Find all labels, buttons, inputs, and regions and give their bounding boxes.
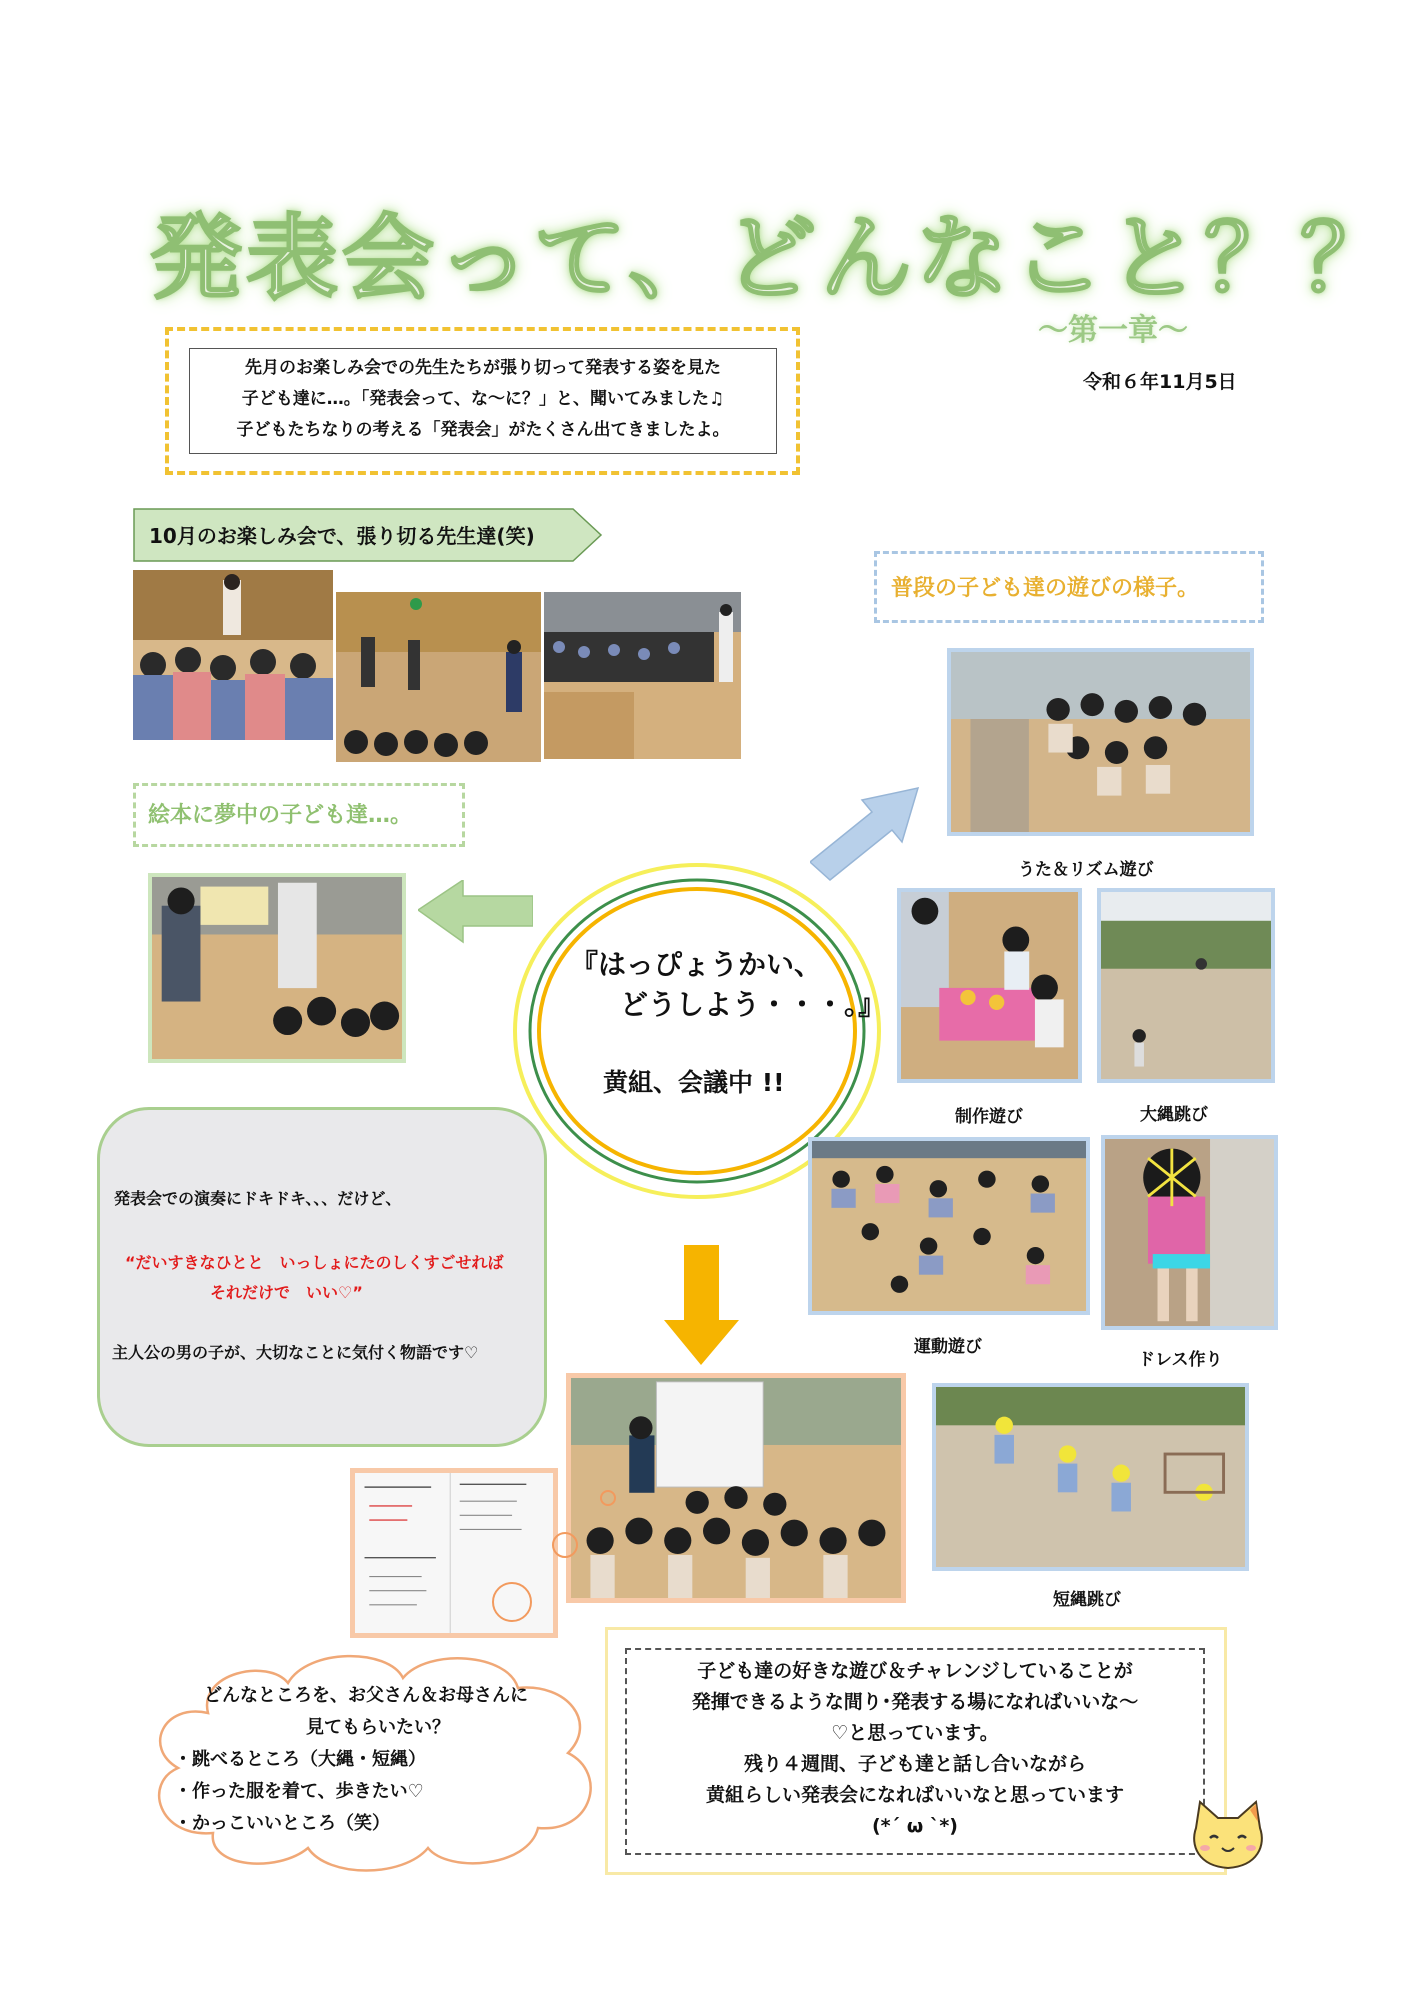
caption-dress: ドレス作り [1138, 1350, 1223, 1370]
cloud-line: 見てもらいたい？ [306, 1717, 450, 1738]
goal-line: (*ˊ ω ˋ*) [872, 1815, 958, 1837]
goal-text [625, 1648, 1205, 1855]
goal-box [605, 1627, 1227, 1875]
photo-teachers-3 [544, 592, 741, 759]
play-label: 普段の子ども達の遊びの様子。 [874, 551, 1264, 623]
story-line-red: “だいすきなひとと いっしょにたのしくすごせれば [125, 1253, 504, 1272]
down-arrow-icon [664, 1245, 739, 1365]
cloud-line: ・かっこいいところ（笑） [174, 1813, 390, 1834]
caption-undou: 運動遊び [914, 1337, 982, 1357]
intro-box [165, 327, 800, 475]
goal-line: 残り４週間、子ども達と話し合いながら [743, 1753, 1086, 1775]
goal-line: ♡と思っています。 [831, 1722, 999, 1744]
photo-seisaku [897, 888, 1082, 1083]
photo-tannawa [932, 1383, 1249, 1571]
intro-text [189, 348, 777, 454]
circle-line: 黄組、会議中 !! [603, 1068, 785, 1097]
decor-circle-icon [598, 1488, 618, 1508]
cloud-text [174, 1680, 528, 1840]
photo-ootobi [1097, 888, 1275, 1083]
caption-ootobi: 大縄跳び [1140, 1105, 1208, 1125]
story-line-red: それだけで いい♡” [210, 1283, 363, 1302]
photo-teachers-1 [133, 570, 333, 740]
picturebook-label: 絵本に夢中の子ども達…。 [133, 783, 465, 847]
photo-teachers-2 [336, 592, 541, 762]
story-line: 主人公の男の子が、大切なことに気付く物語です♡ [112, 1343, 479, 1362]
intro-line: 子ども達に…。「発表会って、な〜に？」と、聞いてみました♫ [241, 389, 725, 409]
cloud-line: どんなところを、お父さん＆お母さんに [204, 1685, 528, 1706]
circle-line: 『はっぴょうかい、 [570, 948, 823, 981]
decor-circle-icon [490, 1580, 534, 1624]
teachers-banner-label: 10月のお楽しみ会で、張り切る先生達(笑) [149, 524, 535, 548]
page-title: 発表会って、どんなこと？？ [150, 205, 1397, 312]
teachers-banner [133, 508, 603, 562]
intro-line: 先月のお楽しみ会での先生たちが張り切って発表する姿を見た [245, 358, 721, 378]
caption-uta: うた＆リズム遊び [1018, 860, 1154, 880]
goal-line: 発揮できるような間り･発表する場になればいいな〜 [691, 1691, 1139, 1713]
chapter-subtitle: 〜第一章〜 [1038, 313, 1188, 348]
photo-picturebook [148, 873, 406, 1063]
decor-circle-icon [550, 1530, 580, 1560]
intro-line: 子どもたちなりの考える「発表会」がたくさん出てきましたよ。 [236, 420, 730, 440]
cat-icon [1188, 1800, 1268, 1872]
cloud-line: ・作った服を着て、歩きたい♡ [174, 1781, 424, 1802]
goal-line: 子ども達の好きな遊び＆チャレンジしていることが [697, 1660, 1133, 1682]
cloud-line: ・跳べるところ（大縄・短縄） [174, 1749, 426, 1770]
issue-date: 令和６年11月5日 [1083, 371, 1237, 393]
circle-line: どうしよう・・・。』 [620, 988, 887, 1021]
story-line: 発表会での演奏にドキドキ、、、だけど、 [114, 1189, 402, 1208]
caption-tannawa: 短縄跳び [1053, 1590, 1121, 1610]
photo-uta [947, 648, 1254, 836]
photo-dress [1101, 1135, 1278, 1330]
photo-undou [808, 1137, 1090, 1315]
story-box [97, 1107, 547, 1447]
caption-seisaku: 制作遊び [955, 1107, 1023, 1127]
goal-line: 黄組らしい発表会になればいいなと思っています [705, 1784, 1124, 1806]
